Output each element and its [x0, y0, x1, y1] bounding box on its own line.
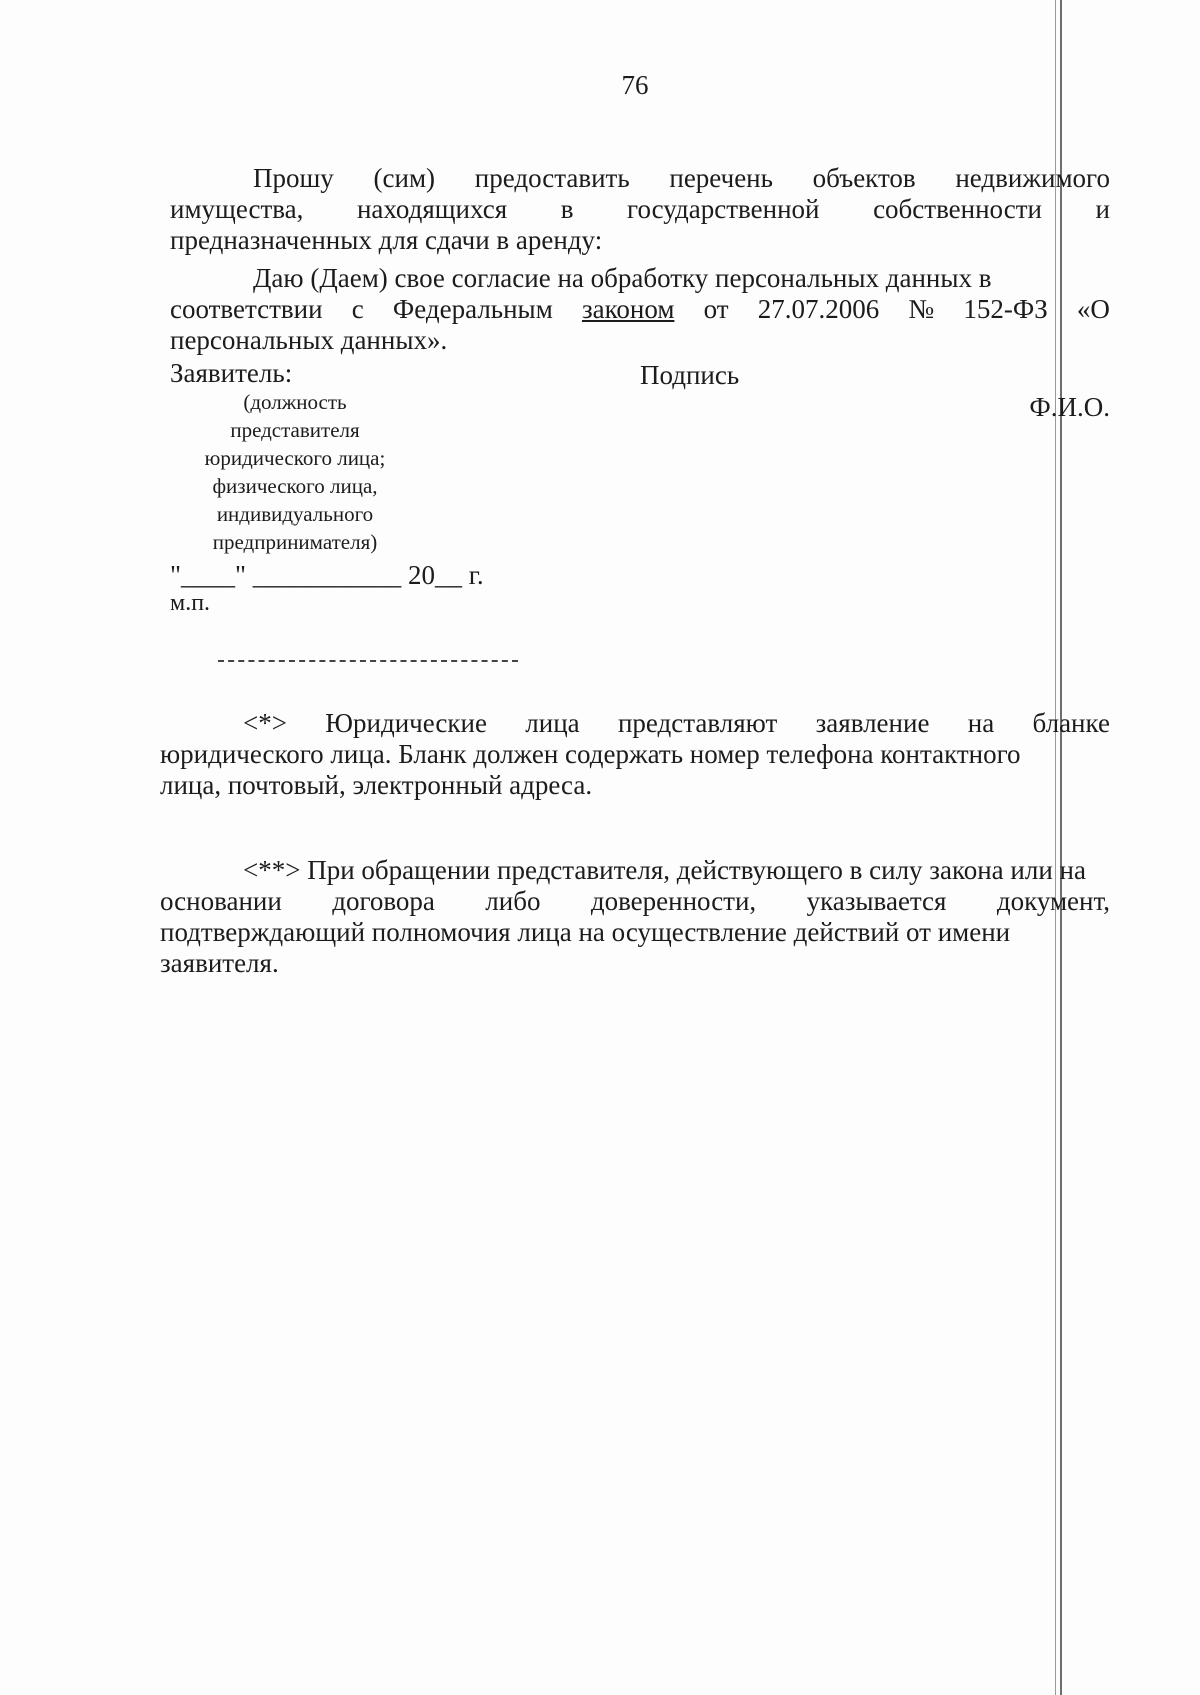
word: «О	[1076, 294, 1110, 324]
word: объектов	[812, 163, 916, 193]
note-line: (должность	[243, 390, 347, 414]
word: на	[967, 708, 995, 738]
text-line: подтверждающий полномочия лица на осуществление действий от имени	[160, 917, 1011, 947]
word: и	[1095, 194, 1110, 224]
word: доверенности,	[590, 886, 757, 916]
request-paragraph	[170, 163, 1110, 256]
word: лица	[525, 708, 580, 738]
word: договора	[332, 886, 435, 916]
word: находящихся	[356, 194, 508, 224]
text-line: персональных данных».	[170, 325, 448, 355]
law-link[interactable]: законом	[581, 294, 675, 324]
page-number: 76	[621, 70, 649, 100]
word: с	[351, 294, 364, 324]
stamp-label: м.п.	[170, 590, 211, 616]
applicant-label: Заявитель:	[170, 358, 293, 388]
text-line: заявителя.	[160, 948, 279, 978]
word: государственной	[627, 194, 820, 224]
word: заявление	[815, 708, 930, 738]
footnote-separator	[218, 660, 518, 662]
note-line: представителя	[230, 418, 360, 442]
word: Юридические	[325, 708, 487, 738]
justified-line	[160, 886, 1110, 917]
word: <*>	[243, 708, 287, 738]
fio-label: Ф.И.О.	[1029, 392, 1110, 422]
word: собственности	[873, 194, 1042, 224]
consent-paragraph	[170, 263, 1110, 356]
date-line: "____" ___________ 20__ г.	[170, 560, 484, 590]
justified-line	[160, 708, 1110, 739]
word: Прошу	[253, 163, 334, 193]
word: 152-ФЗ	[963, 294, 1048, 324]
word: 27.07.2006	[757, 294, 880, 324]
word: от	[703, 294, 729, 324]
footnote-legal-entities	[160, 708, 1110, 801]
word: бланке	[1032, 708, 1110, 738]
word: №	[908, 294, 935, 324]
word: основании	[160, 886, 282, 916]
justified-line	[170, 163, 1110, 194]
word: указывается	[806, 886, 947, 916]
note-line: физического лица,	[212, 474, 378, 498]
word: Федеральным	[392, 294, 553, 324]
word: представляют	[617, 708, 778, 738]
word: (сим)	[373, 163, 436, 193]
word: в	[560, 194, 574, 224]
word: либо	[485, 886, 541, 916]
applicant-note	[165, 388, 425, 556]
footnote-representative	[160, 855, 1110, 979]
justified-line	[170, 294, 1110, 325]
word: соответствии	[170, 294, 323, 324]
text-line: лица, почтовый, электронный адреса.	[160, 770, 593, 800]
text-line: предназначенных для сдачи в аренду:	[170, 225, 603, 255]
word: перечень	[669, 163, 773, 193]
note-line: юридического лица;	[204, 446, 386, 470]
text-line: <**> При обращении представителя, действующего в силу закона или на	[243, 855, 1086, 885]
signature-label: Подпись	[640, 360, 740, 390]
word: имущества,	[170, 194, 304, 224]
note-line: индивидуального	[216, 502, 374, 526]
word: предоставить	[474, 163, 630, 193]
text-line: Даю (Даем) свое согласие на обработку персональных данных в	[253, 263, 992, 293]
word: документ,	[996, 886, 1110, 916]
note-line: предпринимателя)	[212, 530, 378, 554]
word: недвижимого	[955, 163, 1110, 193]
justified-line	[170, 194, 1110, 225]
text-line: юридического лица. Бланк должен содержать номер телефона контактного	[160, 739, 1021, 769]
